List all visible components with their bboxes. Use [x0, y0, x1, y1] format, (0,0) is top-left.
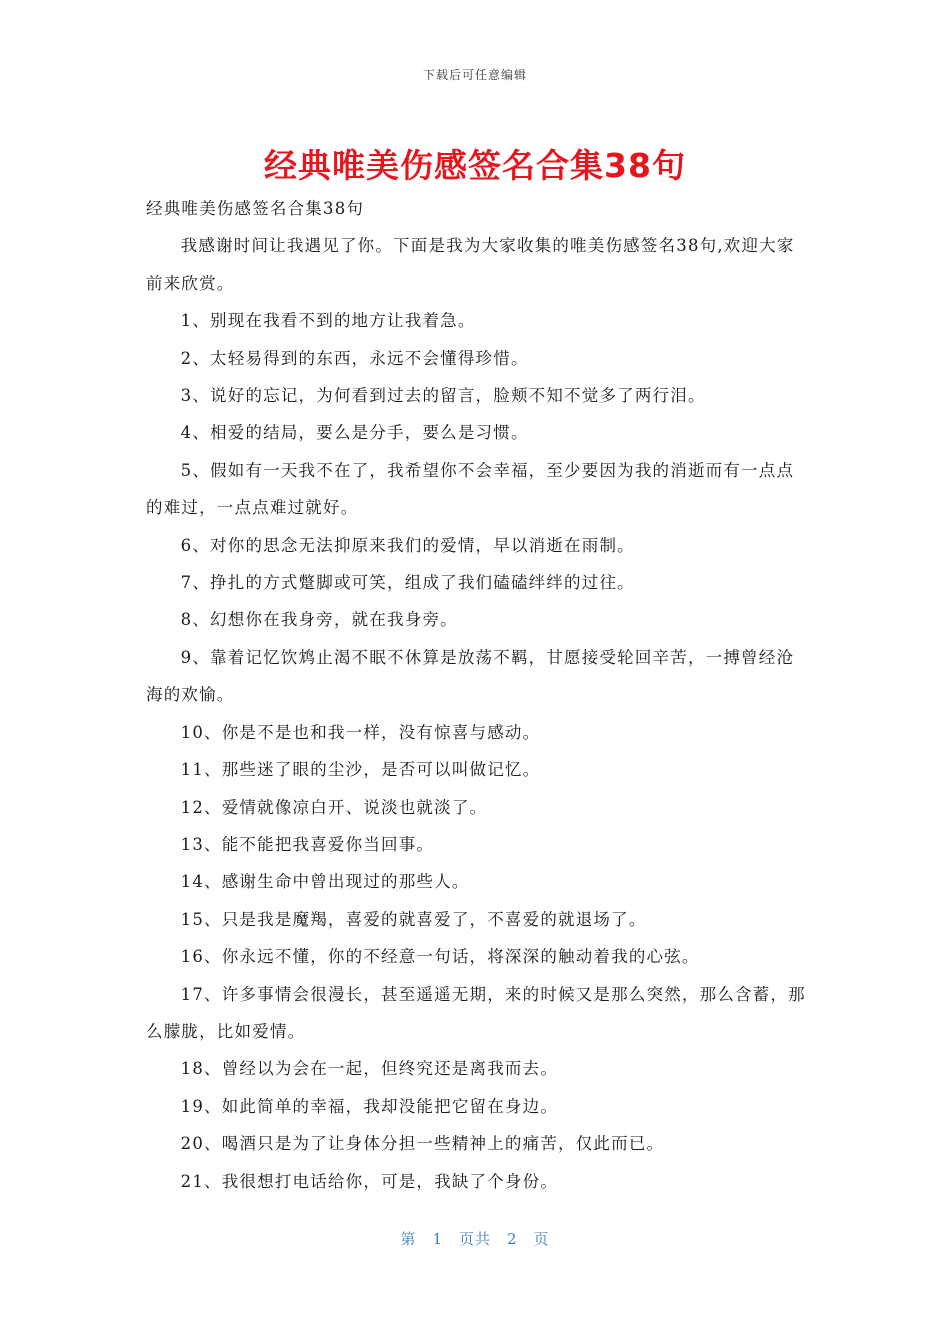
- list-item: 19、如此简单的幸福，我却没能把它留在身边。: [180, 1096, 559, 1116]
- page-footer: [0, 1228, 950, 1249]
- page-current: 1: [432, 1230, 443, 1248]
- list-item: 13、能不能把我喜爱你当回事。: [180, 834, 435, 854]
- header-note: 下载后可任意编辑: [422, 68, 527, 82]
- list-item: 10、你是不是也和我一样，没有惊喜与感动。: [180, 722, 541, 742]
- list-item: 15、只是我是魔羯，喜爱的就喜爱了，不喜爱的就退场了。: [180, 909, 647, 929]
- list-item: 6、对你的思念无法抑原来我们的爱情，早以消逝在雨制。: [180, 535, 635, 555]
- page-total: 2: [507, 1230, 518, 1248]
- document-title: 经典唯美伤感签名合集38句: [264, 146, 686, 185]
- page-suffix: 页: [533, 1230, 550, 1248]
- list-item: 20、喝酒只是为了让身体分担一些精神上的痛苦，仅此而已。: [180, 1134, 665, 1154]
- list-item: 7、挣扎的方式蹩脚或可笑，组成了我们磕磕绊绊的过往。: [180, 573, 635, 593]
- list-item: 12、爱情就像凉白开、说淡也就淡了。: [180, 797, 488, 817]
- document-body: [146, 190, 808, 1200]
- list-item: 3、说好的忘记，为何看到过去的留言，脸颊不知不觉多了两行泪。: [180, 386, 706, 406]
- intro-paragraph: 我感谢时间让我遇见了你。下面是我为大家收集的唯美伤感签名38句,欢迎大家前来欣赏。: [146, 236, 795, 293]
- list-item: 5、假如有一天我不在了，我希望你不会幸福，至少要因为我的消逝而有一点点的难过，一点点难过就好。: [146, 460, 795, 518]
- document-subtitle: 经典唯美伤感签名合集38句: [146, 199, 365, 218]
- list-item: 4、相爱的结局，要么是分手，要么是习惯。: [180, 423, 529, 443]
- list-item: 11、那些迷了眼的尘沙，是否可以叫做记忆。: [180, 760, 541, 780]
- list-item: 16、你永远不懂，你的不经意一句话，将深深的触动着我的心弦。: [180, 947, 700, 967]
- page-prefix: 第: [400, 1230, 417, 1248]
- list-item: 2、太轻易得到的东西，永远不会懂得珍惜。: [180, 348, 529, 368]
- list-item: 14、感谢生命中曾出现过的那些人。: [180, 872, 470, 892]
- list-item: 1、别现在我看不到的地方让我着急。: [180, 311, 476, 331]
- page-mid: 页共: [458, 1230, 491, 1248]
- list-item: 9、靠着记忆饮鸩止渴不眠不休算是放荡不羁，甘愿接受轮回辛苦，一搏曾经沧海的欢愉。: [146, 647, 795, 705]
- list-item: 17、许多事情会很漫长，甚至遥遥无期，来的时候又是那么突然，那么含蓄，那么朦胧，比如爱情。: [146, 984, 806, 1041]
- list-item: 8、幻想你在我身旁，就在我身旁。: [180, 610, 458, 630]
- list-item: 18、曾经以为会在一起，但终究还是离我而去。: [180, 1059, 559, 1079]
- list-item: 21、我很想打电话给你，可是，我缺了个身份。: [180, 1171, 559, 1191]
